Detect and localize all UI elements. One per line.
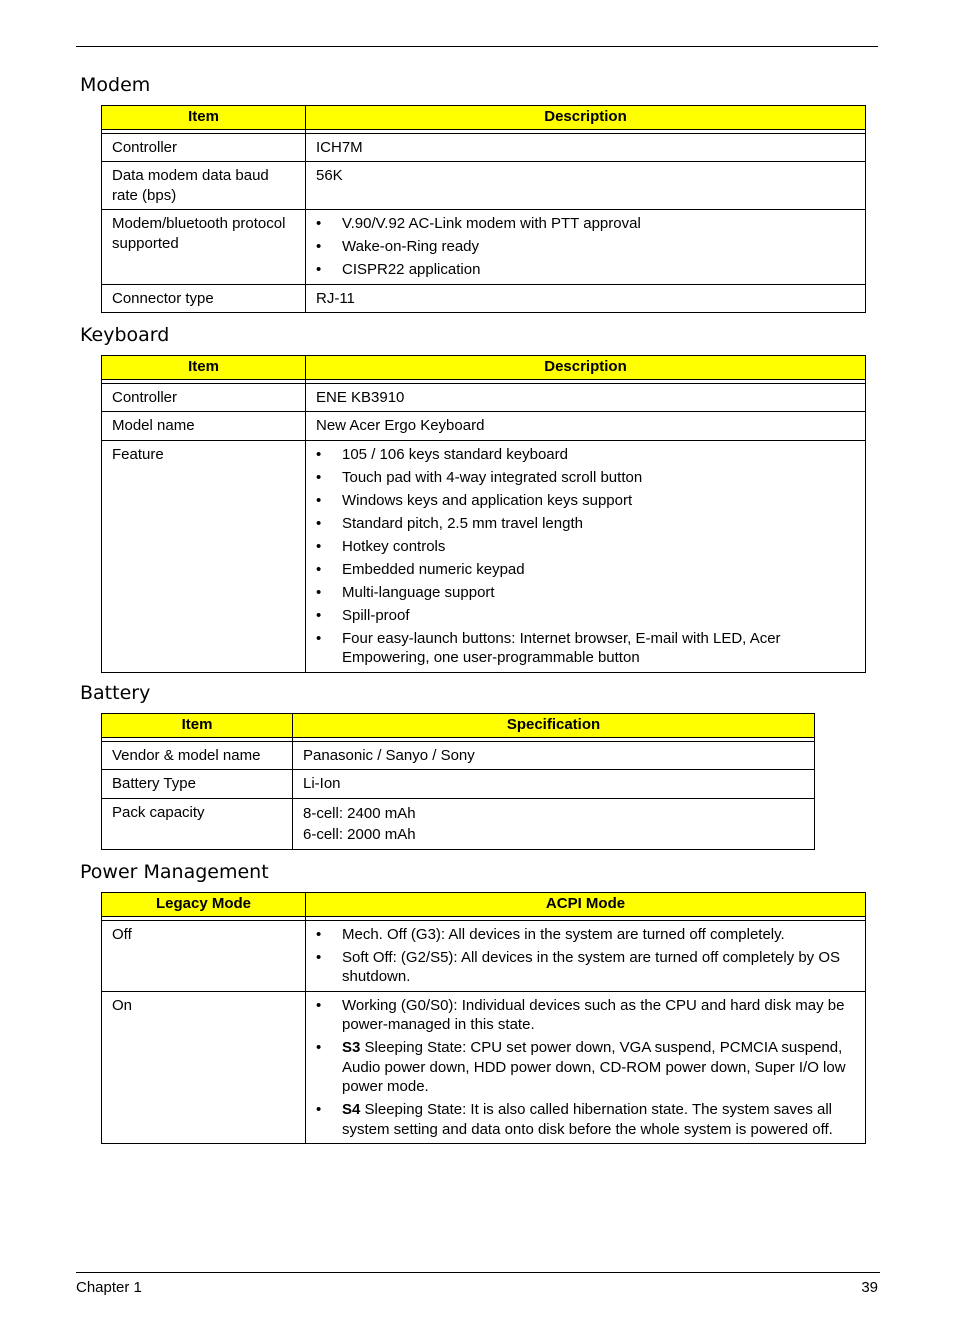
column-header-legacy-mode: Legacy Mode [102, 893, 306, 917]
list-item: • Windows keys and application keys support [316, 491, 857, 511]
table-row [102, 920, 866, 991]
list-item: • Hotkey controls [316, 537, 857, 557]
modem-table [101, 105, 866, 313]
row-value [293, 798, 815, 849]
row-item: Model name [102, 412, 306, 441]
list-item: • Wake-on-Ring ready [316, 237, 857, 257]
battery-section-title: Battery [80, 682, 151, 704]
row-value: 56K [306, 162, 866, 210]
row-value: New Acer Ergo Keyboard [306, 412, 866, 441]
table-row [102, 162, 866, 210]
row-item: Off [102, 920, 306, 991]
row-value [306, 991, 866, 1144]
row-item: Controller [102, 383, 306, 412]
row-item: Data modem data baud rate (bps) [102, 162, 306, 210]
list-item: • Spill-proof [316, 606, 857, 626]
list-item [316, 1100, 857, 1139]
list-item: • Working (G0/S0): Individual devices such as the CPU and hard disk may be power-managed in this state. [316, 996, 857, 1035]
table-row [102, 741, 815, 770]
table-header-row [102, 356, 866, 380]
table-row [102, 798, 815, 849]
row-value [306, 210, 866, 285]
keyboard-section-title: Keyboard [80, 324, 170, 346]
column-header-description: Description [306, 106, 866, 130]
row-item: On [102, 991, 306, 1144]
column-header-acpi-mode: ACPI Mode [306, 893, 866, 917]
capacity-line: 8-cell: 2400 mAh [303, 804, 416, 822]
table-header-row [102, 893, 866, 917]
row-value [306, 920, 866, 991]
column-header-item: Item [102, 714, 293, 738]
table-row [102, 210, 866, 285]
list-item: • V.90/V.92 AC-Link modem with PTT approval [316, 214, 857, 234]
table-row [102, 383, 866, 412]
row-item: Controller [102, 133, 306, 162]
list-item: • 105 / 106 keys standard keyboard [316, 445, 857, 465]
state-key: S4 [342, 1101, 361, 1118]
row-value [306, 440, 866, 672]
state-key: S3 [342, 1039, 361, 1056]
bullet-list [316, 214, 857, 280]
list-item: • Soft Off: (G2/S5): All devices in the system are turned off completely by OS shutdown. [316, 948, 857, 987]
table-row [102, 412, 866, 441]
power-table [101, 892, 866, 1144]
footer-rule [76, 1272, 880, 1273]
row-item: Feature [102, 440, 306, 672]
column-header-item: Item [102, 106, 306, 130]
column-header-item: Item [102, 356, 306, 380]
list-item: • Embedded numeric keypad [316, 560, 857, 580]
list-item [316, 1038, 857, 1097]
table-row [102, 284, 866, 313]
column-header-specification: Specification [293, 714, 815, 738]
battery-table [101, 713, 815, 850]
row-item: Modem/bluetooth protocol supported [102, 210, 306, 285]
table-row [102, 991, 866, 1144]
state-text: Sleeping State: CPU set power down, VGA suspend, PCMCIA suspend, Audio power down, HDD power down, CD-ROM power down, Super I/O low power mode. [342, 1039, 846, 1095]
modem-section-title: Modem [80, 74, 151, 96]
table-row [102, 440, 866, 672]
list-item: • Four easy-launch buttons: Internet browser, E-mail with LED, Acer Empowering, one user-programmable button [316, 629, 857, 668]
footer-page-number: 39 [861, 1279, 878, 1296]
list-item: • Multi-language support [316, 583, 857, 603]
row-value: Panasonic / Sanyo / Sony [293, 741, 815, 770]
keyboard-table [101, 355, 866, 673]
bullet-list [316, 996, 857, 1140]
bullet-list [316, 925, 857, 987]
table-header-row [102, 714, 815, 738]
capacity-line: 6-cell: 2000 mAh [303, 825, 416, 843]
row-item: Battery Type [102, 770, 293, 799]
list-item: • CISPR22 application [316, 260, 857, 280]
row-value: RJ-11 [306, 284, 866, 313]
table-row [102, 770, 815, 799]
column-header-description: Description [306, 356, 866, 380]
table-header-row [102, 106, 866, 130]
bullet-list [316, 445, 857, 668]
row-value: Li-Ion [293, 770, 815, 799]
state-text: Sleeping State: It is also called hibernation state. The system saves all system setting and data onto disk before the whole system is powered off. [342, 1101, 833, 1138]
footer-chapter: Chapter 1 [76, 1279, 142, 1296]
row-item: Connector type [102, 284, 306, 313]
list-item: • Touch pad with 4-way integrated scroll button [316, 468, 857, 488]
power-section-title: Power Management [80, 861, 269, 883]
row-item: Pack capacity [102, 798, 293, 849]
row-item: Vendor & model name [102, 741, 293, 770]
list-item: • Mech. Off (G3): All devices in the system are turned off completely. [316, 925, 857, 945]
row-value: ENE KB3910 [306, 383, 866, 412]
header-rule [76, 46, 878, 47]
row-value: ICH7M [306, 133, 866, 162]
list-item: • Standard pitch, 2.5 mm travel length [316, 514, 857, 534]
table-row [102, 133, 866, 162]
